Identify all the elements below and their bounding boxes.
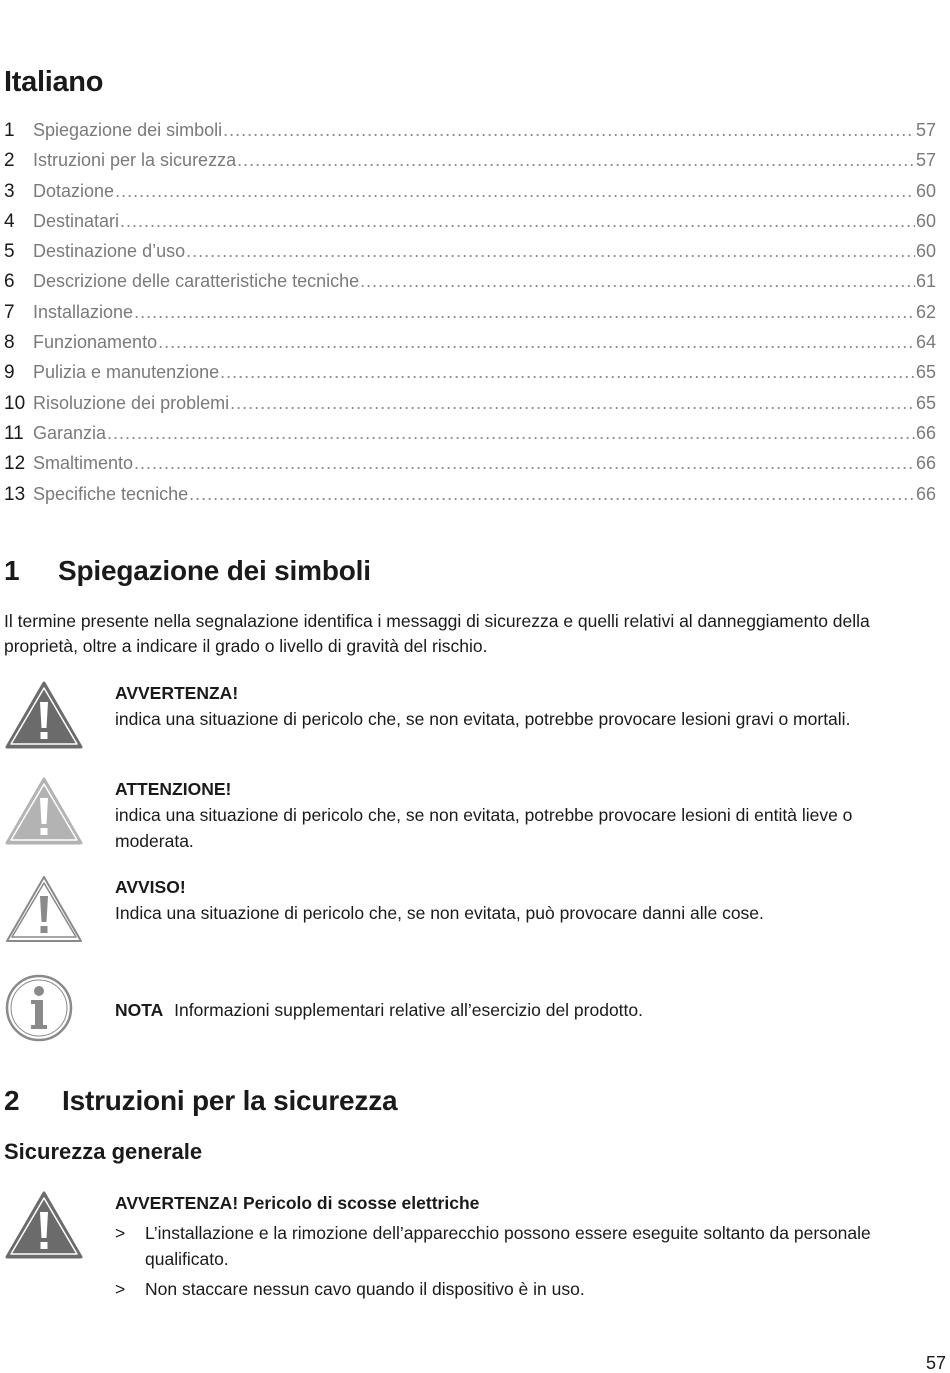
toc-entry[interactable] [4,423,936,453]
subsection-heading: Sicurezza generale [4,1139,203,1164]
warning-triangle-light-icon [4,776,84,846]
toc-entry-number: 3 [4,180,15,202]
toc-entry[interactable] [4,302,936,332]
toc-leader-dots [107,423,915,444]
toc-entry-title: Destinatari [33,210,120,231]
toc-entry-page: 62 [915,301,936,322]
toc-leader-dots [134,453,915,474]
toc-entry[interactable] [4,332,936,362]
toc-entry-title: Smaltimento [33,453,134,474]
toc-entry-title: Installazione [33,301,134,322]
toc-entry-page: 66 [915,453,936,474]
warning-triangle-outline-icon [4,874,84,944]
symbol-text: indica una situazione di pericolo che, se non evitata, potrebbe provocare lesioni di entità lieve o moderata. [115,805,853,851]
symbol-title: AVVISO! [115,877,186,897]
toc-entry-number: 8 [4,332,15,354]
toc-entry-title: Spiegazione dei simboli [33,120,223,140]
warning-triangle-dark-icon [4,1190,84,1260]
symbol-text: Informazioni supplementari relative all’esercizio del prodotto. [174,1000,643,1020]
toc-entry[interactable] [4,271,936,301]
toc-leader-dots [189,484,915,505]
toc-entry-number: 9 [4,362,15,384]
language-title: Italiano [4,66,104,98]
toc-entry-number: 2 [4,150,15,172]
toc-entry-number: 11 [4,422,24,444]
toc-entry-number: 13 [4,483,26,505]
section-1-heading [4,555,371,587]
toc-leader-dots [223,120,915,141]
toc-leader-dots [158,332,915,353]
toc-entry[interactable] [4,150,936,180]
toc-entry-title: Destinazione d’uso [33,241,186,262]
intro-paragraph: Il termine presente nella segnalazione identifica i messaggi di sicurezza e quelli relativi al danneggiamento della proprietà, oltre a indicare il grado o livello di gravità del rischio. [4,611,870,656]
toc-entry-page: 61 [915,271,936,292]
toc-entry[interactable] [4,453,936,483]
toc-entry-title: Garanzia [33,422,107,443]
toc-entry-number: 6 [4,271,15,293]
toc-entry-number: 7 [4,301,15,323]
page-number: 57 [925,1353,946,1373]
toc-entry-number: 10 [4,392,26,414]
toc-entry-page: 66 [915,422,936,443]
toc-entry-page: 66 [915,483,936,504]
toc-entry-page: 60 [915,180,936,201]
toc-entry-title: Risoluzione dei problemi [33,392,230,413]
symbol-title: ATTENZIONE! [115,779,232,799]
section-2-heading [4,1085,397,1117]
section-title: Istruzioni per la sicurezza [62,1085,398,1116]
toc-entry[interactable] [4,120,936,150]
symbol-text: indica una situazione di pericolo che, se non evitata, potrebbe provocare lesioni gravi o mortali. [115,709,851,729]
section-number: 2 [4,1085,20,1116]
toc-leader-dots [237,150,915,171]
toc-entry-number: 1 [4,120,15,141]
toc-entry-title: Descrizione delle caratteristiche tecniche [33,271,360,292]
toc-entry-number: 5 [4,241,15,263]
symbol-title: AVVERTENZA! [115,683,239,703]
toc-entry-page: 60 [915,210,936,231]
section-number: 1 [4,555,20,586]
toc-leader-dots [134,302,915,323]
list-item: > L’installazione e la rimozione dell’apparecchio possono essere eseguite soltanto da personale qualificato. [115,1220,935,1272]
toc-leader-dots [360,271,915,292]
toc-entry[interactable] [4,241,936,271]
toc-entry-number: 4 [4,210,15,232]
toc-entry-title: Funzionamento [33,332,158,353]
section-title: Spiegazione dei simboli [58,555,371,586]
info-circle-icon [4,973,84,1043]
toc-leader-dots [120,211,915,232]
toc-entry[interactable] [4,362,936,392]
toc-entry[interactable] [4,181,936,211]
toc-entry[interactable] [4,484,936,514]
symbol-title: NOTA [115,1000,164,1020]
toc-entry-page: 60 [915,241,936,262]
symbol-text: Indica una situazione di pericolo che, se non evitata, può provocare danni alle cose. [115,903,764,923]
toc-entry-page: 65 [915,362,936,383]
toc-leader-dots [230,393,915,414]
toc-entry-title: Istruzioni per la sicurezza [33,150,237,171]
toc-entry[interactable] [4,393,936,423]
toc-entry[interactable] [4,211,936,241]
table-of-contents [4,120,936,514]
toc-entry-page: 65 [915,392,936,413]
toc-entry-page: 57 [915,120,936,140]
toc-leader-dots [220,362,915,383]
toc-entry-page: 57 [915,150,936,171]
toc-entry-page: 64 [915,332,936,353]
toc-leader-dots [115,181,915,202]
toc-entry-title: Specifiche tecniche [33,483,189,504]
warning-triangle-dark-icon [4,680,84,750]
toc-entry-number: 12 [4,453,26,475]
symbol-title: AVVERTENZA! Pericolo di scosse elettriche [115,1193,480,1213]
list-item: > Non staccare nessun cavo quando il dispositivo è in uso. [115,1276,935,1302]
toc-entry-title: Dotazione [33,180,115,201]
toc-leader-dots [186,241,915,262]
bullet-list [115,1220,935,1302]
toc-entry-title: Pulizia e manutenzione [33,362,220,383]
